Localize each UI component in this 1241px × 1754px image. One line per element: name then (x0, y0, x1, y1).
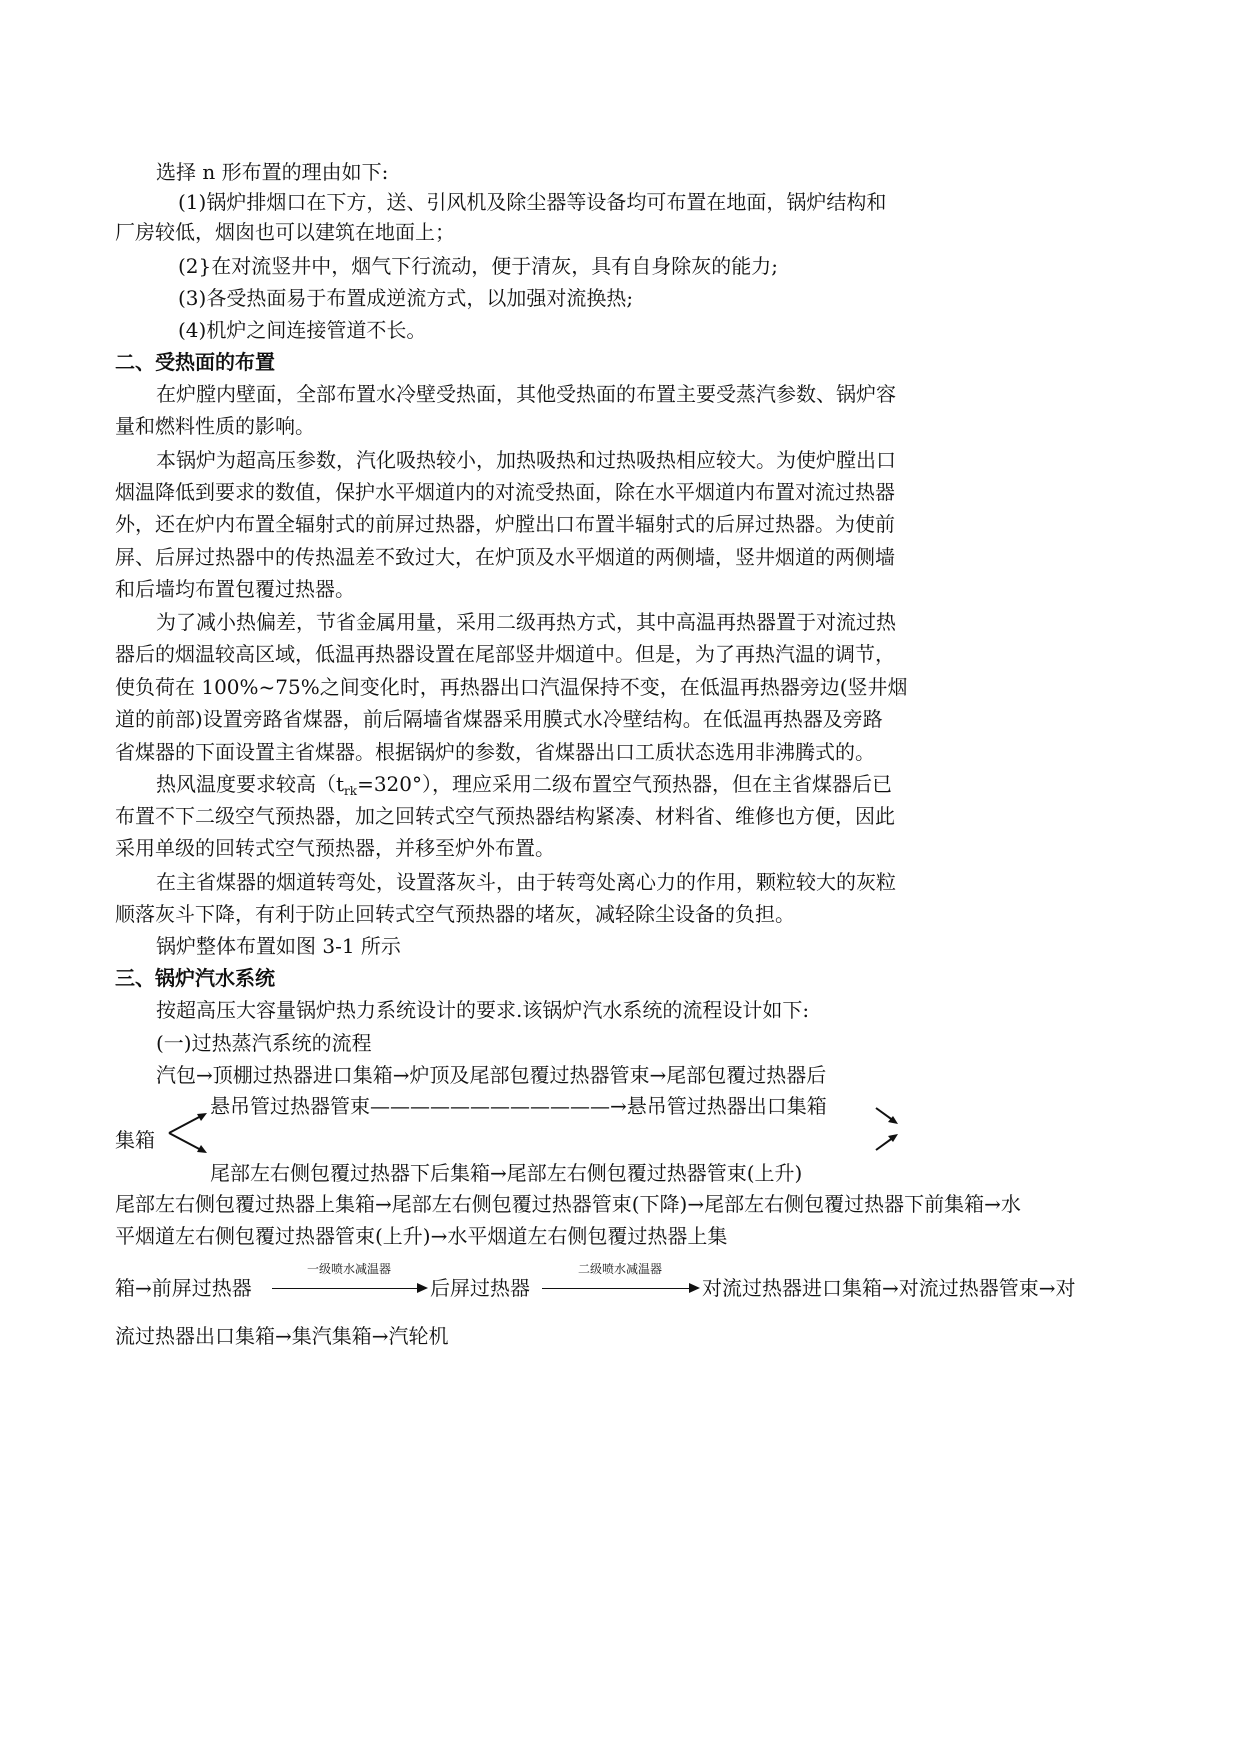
flow-branch-left: 集箱 (115, 1128, 155, 1152)
s3-flow4: 流过热器出口集箱→集汽集箱→汽轮机 (115, 1324, 449, 1348)
s3-flow3-a: 箱→前屏过热器 (115, 1276, 252, 1300)
s2-p3-line3: 使负荷在 100%~75%之间变化时，再热器出口汽温保持不变，在低温再热器旁边(竖井烟 (115, 675, 908, 699)
s2-p4-subscript: rk (344, 784, 358, 798)
reason-1-cont: 厂房较低，烟囱也可以建筑在地面上； (115, 220, 455, 244)
reason-3: (3)各受热面易于布置成逆流方式，以加强对流换热; (178, 286, 634, 310)
s2-p2-line5: 和后墙均布置包覆过热器。 (115, 577, 355, 601)
section-2-heading: 二、受热面的布置 (115, 350, 275, 374)
s3-flow2-line1: 尾部左右侧包覆过热器上集箱→尾部左右侧包覆过热器管束(下降)→尾部左右侧包覆过热器下前集箱→水 (115, 1192, 1021, 1216)
flow-branch-upper: 悬吊管过热器管束————————————→悬吊管过热器出口集箱 (210, 1094, 827, 1118)
s2-p2-line2: 烟温降低到要求的数值，保护水平烟道内的对流受热面，除在水平烟道内布置对流过热器 (115, 480, 895, 504)
s2-p3-line1: 为了减小热偏差，节省金属用量，采用二级再热方式，其中高温再热器置于对流过热 (156, 610, 896, 634)
s2-p1-line1: 在炉膛内壁面，全部布置水冷壁受热面，其他受热面的布置主要受蒸汽参数、锅炉容 (156, 382, 896, 406)
s2-p4-text-b: =320°），理应采用二级布置空气预热器，但在主省煤器后已 (357, 772, 892, 796)
split-arrows-icon (165, 1110, 210, 1156)
s2-p3-line5: 省煤器的下面设置主省煤器。根据锅炉的参数，省煤器出口工质状态选用非沸腾式的。 (115, 740, 875, 764)
flow-branch-lower: 尾部左右侧包覆过热器下后集箱→尾部左右侧包覆过热器管束(上升) (210, 1161, 803, 1185)
s2-p2-line4: 屏、后屏过热器中的传热温差不致过大，在炉顶及水平烟道的两侧墙，竖井烟道的两侧墙 (115, 545, 895, 569)
s3-sub1: (一)过热蒸汽系统的流程 (156, 1031, 372, 1055)
arrow-label-stage2-desuperheater: 二级喷水减温器 (577, 1262, 662, 1276)
s3-flow3-b: 后屏过热器 (430, 1276, 530, 1300)
s2-p4-line2: 布置不下二级空气预热器，加之回转式空气预热器结构紧凑、材料省、维修也方便，因此 (115, 804, 895, 828)
merge-arrows-icon (872, 1104, 902, 1154)
reason-1: (1)锅炉排烟口在下方，送、引风机及除尘器等设备均可布置在地面，锅炉结构和 (178, 190, 887, 214)
s3-p1: 按超高压大容量锅炉热力系统设计的要求.该锅炉汽水系统的流程设计如下: (156, 998, 810, 1022)
s3-flow1: 汽包→顶棚过热器进口集箱→炉顶及尾部包覆过热器管束→尾部包覆过热器后 (156, 1063, 827, 1087)
s2-p1-line2: 量和燃料性质的影响。 (115, 414, 315, 438)
s2-p3-line4: 道的前部)设置旁路省煤器，前后隔墙省煤器采用膜式水冷壁结构。在低温再热器及旁路 (115, 707, 883, 731)
s3-flow2-line2: 平烟道左右侧包覆过热器管束(上升)→水平烟道左右侧包覆过热器上集 (115, 1224, 728, 1248)
s3-flow3-c: 对流过热器进口集箱→对流过热器管束→对 (702, 1276, 1076, 1300)
s2-p4-text-a: 热风温度要求较高（t (156, 772, 345, 796)
s2-p3-line2: 器后的烟温较高区域，低温再热器设置在尾部竖井烟道中。但是，为了再热汽温的调节， (115, 642, 895, 666)
reason-4: (4)机炉之间连接管道不长。 (178, 318, 427, 342)
section-3-heading: 三、锅炉汽水系统 (115, 966, 275, 990)
s2-p6: 锅炉整体布置如图 3-1 所示 (156, 934, 401, 958)
arrow-label-stage1-desuperheater: 一级喷水减温器 (306, 1262, 391, 1276)
intro-line: 选择 n 形布置的理由如下: (156, 160, 389, 184)
s2-p5-line1: 在主省煤器的烟道转弯处，设置落灰斗，由于转弯处离心力的作用，颗粒较大的灰粒 (156, 870, 896, 894)
s2-p4-line3: 采用单级的回转式空气预热器，并移至炉外布置。 (115, 836, 555, 860)
s2-p2-line3: 外，还在炉内布置全辐射式的前屏过热器，炉膛出口布置半辐射式的后屏过热器。为使前 (115, 512, 895, 536)
s2-p5-line2: 顺落灰斗下降，有利于防止回转式空气预热器的堵灰，减轻除尘设备的负担。 (115, 902, 795, 926)
s2-p4-line1 (156, 772, 892, 803)
long-arrow-2 (542, 1288, 698, 1289)
long-arrow-1 (272, 1288, 426, 1289)
s2-p2-line1: 本锅炉为超高压参数，汽化吸热较小，加热吸热和过热吸热相应较大。为使炉膛出口 (156, 448, 896, 472)
reason-2: (2}在对流竖井中，烟气下行流动，便于清灰，具有自身除灰的能力; (178, 254, 778, 278)
